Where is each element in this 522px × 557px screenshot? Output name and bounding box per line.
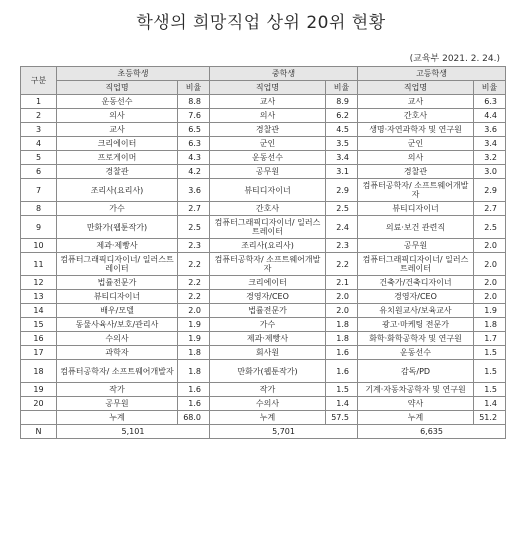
elementary-job-cell: 조리사(요리사) — [57, 179, 178, 202]
elementary-job-cell: 컴퓨터그래픽디자이너/ 일러스트레이터 — [57, 253, 178, 276]
rank-cell: 15 — [21, 318, 57, 332]
high-header: 고등학생 — [358, 67, 506, 81]
elementary-job-cell: 경찰관 — [57, 165, 178, 179]
rank-cell: 12 — [21, 276, 57, 290]
middle-ratio-cell: 1.6 — [326, 360, 358, 383]
high-job-cell: 건축가/건축디자이너 — [358, 276, 474, 290]
rank-cell: 20 — [21, 397, 57, 411]
elementary-job-cell: 의사 — [57, 109, 178, 123]
elementary-job-cell: 배우/모델 — [57, 304, 178, 318]
high-ratio-cell: 3.0 — [474, 165, 506, 179]
middle-ratio-cell: 2.0 — [326, 290, 358, 304]
page-title: 학생의 희망직업 상위 20위 현황 — [136, 13, 386, 33]
table-row — [21, 179, 506, 202]
middle-job-cell: 교사 — [210, 95, 326, 109]
table-row — [21, 318, 506, 332]
elementary-ratio-cell: 6.3 — [178, 137, 210, 151]
elementary-job-cell: 만화가(웹툰작가) — [57, 216, 178, 239]
table-row — [21, 123, 506, 137]
elementary-ratio-cell: 7.6 — [178, 109, 210, 123]
rank-cell: 7 — [21, 179, 57, 202]
high-ratio-cell: 2.0 — [474, 276, 506, 290]
middle-job-cell: 의사 — [210, 109, 326, 123]
elementary-ratio-cell: 4.2 — [178, 165, 210, 179]
high-job-cell: 컴퓨터그래픽디자이너/ 일러스트레이터 — [358, 253, 474, 276]
n-middle: 5,701 — [210, 425, 358, 439]
table-row — [21, 276, 506, 290]
elementary-ratio-cell: 2.0 — [178, 304, 210, 318]
total-blank — [21, 411, 57, 425]
elementary-job-cell: 교사 — [57, 123, 178, 137]
elementary-job-cell: 법률전문가 — [57, 276, 178, 290]
rank-cell: 6 — [21, 165, 57, 179]
table-body — [21, 95, 506, 411]
high-ratio-cell: 1.5 — [474, 360, 506, 383]
total-high: 51.2 — [474, 411, 506, 425]
middle-job-cell: 운동선수 — [210, 151, 326, 165]
middle-ratio-cell: 1.4 — [326, 397, 358, 411]
elementary-ratio-cell: 1.8 — [178, 346, 210, 360]
middle-ratio-cell: 2.1 — [326, 276, 358, 290]
elementary-ratio-cell: 2.3 — [178, 239, 210, 253]
total-middle: 57.5 — [326, 411, 358, 425]
high-job-cell: 생명·자연과학자 및 연구원 — [358, 123, 474, 137]
middle-job-header: 직업명 — [210, 81, 326, 95]
rank-cell: 18 — [21, 360, 57, 383]
high-job-cell: 기계·자동차공학자 및 연구원 — [358, 383, 474, 397]
high-ratio-cell: 2.0 — [474, 239, 506, 253]
table-row — [21, 304, 506, 318]
rank-cell: 1 — [21, 95, 57, 109]
high-job-cell: 약사 — [358, 397, 474, 411]
middle-job-cell: 법률전문가 — [210, 304, 326, 318]
n-elementary: 5,101 — [57, 425, 210, 439]
high-ratio-cell: 1.5 — [474, 383, 506, 397]
middle-job-cell: 만화가(웹툰작가) — [210, 360, 326, 383]
rank-cell: 17 — [21, 346, 57, 360]
high-job-cell: 군인 — [358, 137, 474, 151]
elementary-ratio-cell: 8.8 — [178, 95, 210, 109]
rank-cell: 4 — [21, 137, 57, 151]
high-ratio-header: 비율 — [474, 81, 506, 95]
high-ratio-cell: 1.5 — [474, 346, 506, 360]
middle-ratio-cell: 2.0 — [326, 304, 358, 318]
middle-job-cell: 제과·제빵사 — [210, 332, 326, 346]
elementary-job-cell: 운동선수 — [57, 95, 178, 109]
middle-ratio-cell: 1.5 — [326, 383, 358, 397]
elementary-job-cell: 가수 — [57, 202, 178, 216]
middle-job-cell: 회사원 — [210, 346, 326, 360]
middle-job-cell: 가수 — [210, 318, 326, 332]
high-job-cell: 간호사 — [358, 109, 474, 123]
elementary-job-cell: 크리에이터 — [57, 137, 178, 151]
middle-job-cell: 컴퓨터공학자/ 소프트웨어개발자 — [210, 253, 326, 276]
elementary-job-header: 직업명 — [57, 81, 178, 95]
middle-ratio-cell: 4.5 — [326, 123, 358, 137]
elementary-ratio-cell: 1.9 — [178, 318, 210, 332]
elementary-ratio-cell: 1.6 — [178, 397, 210, 411]
rank-cell: 9 — [21, 216, 57, 239]
high-job-cell: 광고·마케팅 전문가 — [358, 318, 474, 332]
elementary-ratio-cell: 2.7 — [178, 202, 210, 216]
high-ratio-cell: 2.7 — [474, 202, 506, 216]
n-label: N — [21, 425, 57, 439]
middle-job-cell: 간호사 — [210, 202, 326, 216]
middle-ratio-cell: 3.5 — [326, 137, 358, 151]
total-label-high: 누계 — [358, 411, 474, 425]
high-ratio-cell: 2.0 — [474, 290, 506, 304]
elementary-ratio-header: 비율 — [178, 81, 210, 95]
elementary-job-cell: 작가 — [57, 383, 178, 397]
middle-job-cell: 크리에이터 — [210, 276, 326, 290]
table-row — [21, 360, 506, 383]
table-row — [21, 383, 506, 397]
elementary-job-cell: 컴퓨터공학자/ 소프트웨어개발자 — [57, 360, 178, 383]
source-note: (교육부 2021. 2. 24.) — [409, 54, 500, 64]
high-ratio-cell: 2.0 — [474, 253, 506, 276]
middle-job-cell: 수의사 — [210, 397, 326, 411]
elementary-ratio-cell: 6.5 — [178, 123, 210, 137]
high-job-cell: 경영자/CEO — [358, 290, 474, 304]
middle-ratio-cell: 2.9 — [326, 179, 358, 202]
high-ratio-cell: 4.4 — [474, 109, 506, 123]
middle-job-cell: 경영자/CEO — [210, 290, 326, 304]
elementary-ratio-cell: 2.2 — [178, 276, 210, 290]
high-ratio-cell: 1.9 — [474, 304, 506, 318]
elementary-ratio-cell: 4.3 — [178, 151, 210, 165]
table-row — [21, 165, 506, 179]
elementary-ratio-cell: 2.5 — [178, 216, 210, 239]
high-job-cell: 뷰티디자이너 — [358, 202, 474, 216]
middle-ratio-cell: 6.2 — [326, 109, 358, 123]
high-ratio-cell: 1.8 — [474, 318, 506, 332]
elementary-job-cell: 제과·제빵사 — [57, 239, 178, 253]
elementary-ratio-cell: 1.6 — [178, 383, 210, 397]
high-ratio-cell: 3.4 — [474, 137, 506, 151]
total-elementary: 68.0 — [178, 411, 210, 425]
middle-ratio-cell: 2.3 — [326, 239, 358, 253]
high-job-cell: 운동선수 — [358, 346, 474, 360]
rank-cell: 11 — [21, 253, 57, 276]
middle-ratio-cell: 2.2 — [326, 253, 358, 276]
table-row — [21, 332, 506, 346]
high-job-cell: 의료·보건 관련직 — [358, 216, 474, 239]
high-job-header: 직업명 — [358, 81, 474, 95]
elementary-job-cell: 뷰티디자이너 — [57, 290, 178, 304]
high-ratio-cell: 2.9 — [474, 179, 506, 202]
elementary-ratio-cell: 2.2 — [178, 290, 210, 304]
rank-cell: 3 — [21, 123, 57, 137]
high-ratio-cell: 6.3 — [474, 95, 506, 109]
rank-cell: 14 — [21, 304, 57, 318]
n-high: 6,635 — [358, 425, 506, 439]
rank-cell: 10 — [21, 239, 57, 253]
middle-job-cell: 컴퓨터그래픽디자이너/ 일러스트레이터 — [210, 216, 326, 239]
high-job-cell: 의사 — [358, 151, 474, 165]
n-row — [21, 425, 506, 439]
middle-job-cell: 공무원 — [210, 165, 326, 179]
elementary-job-cell: 과학자 — [57, 346, 178, 360]
middle-ratio-cell: 2.4 — [326, 216, 358, 239]
table-row — [21, 253, 506, 276]
middle-ratio-cell: 2.5 — [326, 202, 358, 216]
high-job-cell: 화학·화학공학자 및 연구원 — [358, 332, 474, 346]
rank-cell: 16 — [21, 332, 57, 346]
middle-ratio-cell: 8.9 — [326, 95, 358, 109]
table-row — [21, 346, 506, 360]
high-ratio-cell: 2.5 — [474, 216, 506, 239]
high-ratio-cell: 3.2 — [474, 151, 506, 165]
high-ratio-cell: 1.7 — [474, 332, 506, 346]
total-label-elementary: 누계 — [57, 411, 178, 425]
high-job-cell: 유치원교사/보육교사 — [358, 304, 474, 318]
total-label-middle: 누계 — [210, 411, 326, 425]
middle-header: 중학생 — [210, 67, 358, 81]
middle-ratio-header: 비율 — [326, 81, 358, 95]
middle-ratio-cell: 1.8 — [326, 332, 358, 346]
elementary-job-cell: 동물사육사/보호/관리사 — [57, 318, 178, 332]
table-row — [21, 202, 506, 216]
middle-job-cell: 작가 — [210, 383, 326, 397]
rank-cell: 13 — [21, 290, 57, 304]
middle-job-cell: 조리사(요리사) — [210, 239, 326, 253]
rank-cell: 2 — [21, 109, 57, 123]
rank-cell: 5 — [21, 151, 57, 165]
elementary-ratio-cell: 1.9 — [178, 332, 210, 346]
table-row — [21, 290, 506, 304]
middle-ratio-cell: 1.6 — [326, 346, 358, 360]
middle-job-cell: 군인 — [210, 137, 326, 151]
table-row — [21, 109, 506, 123]
table-row — [21, 397, 506, 411]
table-row — [21, 95, 506, 109]
total-row — [21, 411, 506, 425]
high-job-cell: 감독/PD — [358, 360, 474, 383]
rank-header: 구분 — [21, 67, 57, 95]
middle-ratio-cell: 3.1 — [326, 165, 358, 179]
rank-cell: 8 — [21, 202, 57, 216]
middle-job-cell: 경찰관 — [210, 123, 326, 137]
elementary-job-cell: 프로게이머 — [57, 151, 178, 165]
table-row — [21, 151, 506, 165]
elementary-ratio-cell: 3.6 — [178, 179, 210, 202]
table-row — [21, 216, 506, 239]
elementary-job-cell: 공무원 — [57, 397, 178, 411]
high-job-cell: 컴퓨터공학자/ 소프트웨어개발자 — [358, 179, 474, 202]
high-ratio-cell: 3.6 — [474, 123, 506, 137]
elementary-header: 초등학생 — [57, 67, 210, 81]
high-job-cell: 교사 — [358, 95, 474, 109]
middle-ratio-cell: 1.8 — [326, 318, 358, 332]
high-job-cell: 공무원 — [358, 239, 474, 253]
elementary-ratio-cell: 2.2 — [178, 253, 210, 276]
middle-ratio-cell: 3.4 — [326, 151, 358, 165]
table-row — [21, 239, 506, 253]
elementary-ratio-cell: 1.8 — [178, 360, 210, 383]
elementary-job-cell: 수의사 — [57, 332, 178, 346]
job-ranking-table — [20, 66, 506, 439]
high-job-cell: 경찰관 — [358, 165, 474, 179]
table-row — [21, 137, 506, 151]
high-ratio-cell: 1.4 — [474, 397, 506, 411]
middle-job-cell: 뷰티디자이너 — [210, 179, 326, 202]
rank-cell: 19 — [21, 383, 57, 397]
